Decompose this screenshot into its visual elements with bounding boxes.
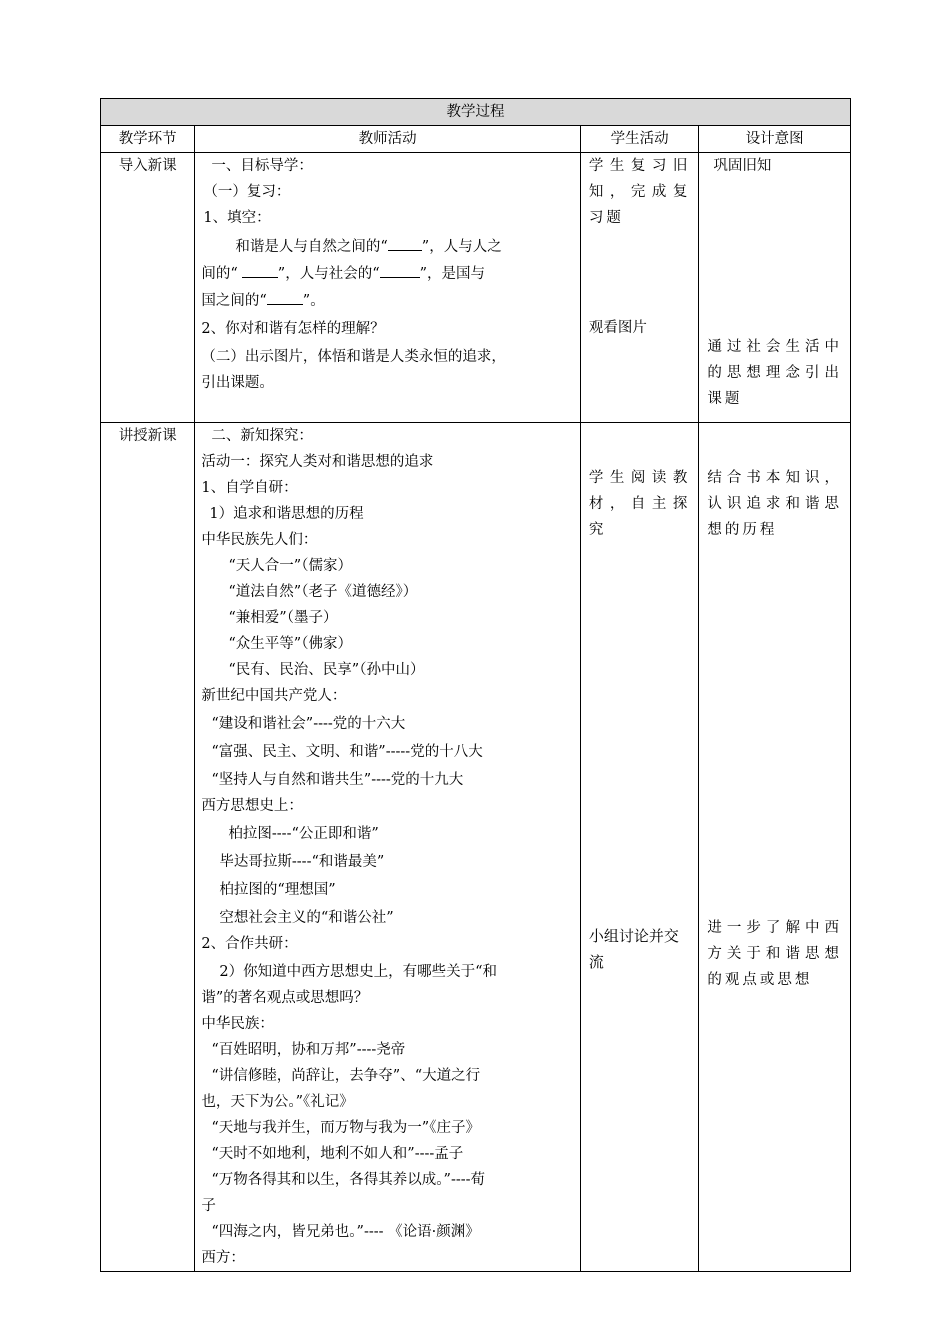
text-line: “天人合一”（儒家） [228,558,352,574]
stage-new-lesson: 讲授新课 [101,423,195,1272]
table-title-row [101,99,851,126]
text-line: 西方思想史上： [201,798,303,814]
text-line: 中华民族先人们： [201,532,318,548]
text-line: “天地与我并生，而万物与我为一”《庄子》 [211,1120,480,1136]
fill-blank-line-1 [201,234,566,260]
text-line: 空想社会主义的“和谐公社” [219,910,394,926]
text-line: “万物各得其和以生，各得其养以成。”----荀 [211,1172,486,1188]
fill-blank-line-3 [201,288,566,314]
text-line: 2、你对和谐有怎样的理解？ [201,321,385,337]
header-stage: 教学环节 [101,126,195,153]
text-line: “坚持人与自然和谐共生”----党的十九大 [211,772,464,788]
design-text: 进一步了解中西方关于和谐思想的观点或思想 [707,920,842,988]
header-design: 设计意图 [699,126,851,153]
text-line: “天时不如地利，地利不如人和”----孟子 [211,1146,464,1162]
teaching-process-table [100,98,851,1272]
text-line: 1、自学自研： [201,480,298,496]
blank-2 [242,262,278,278]
text-line: 子 [201,1198,216,1214]
stage-intro: 导入新课 [101,153,195,423]
text-line: “四海之内，皆兄弟也。”---- 《论语·颜渊》 [211,1224,480,1240]
blank-4 [267,289,303,305]
fill-blank-line-2 [201,261,566,287]
text-line: 中华民族： [201,1016,274,1032]
text-line: “百姓昭明，协和万邦”----尧帝 [211,1042,406,1058]
text-line: “民有、民治、民享”（孙中山） [228,662,425,678]
text-line: 活动一：探究人类对和谐思想的追求 [201,454,434,470]
text-fragment: ”，是国与 [419,266,486,282]
text-line: “道法自然”（老子《道德经》） [228,584,418,600]
design-intent-new [699,423,851,1272]
table-row [101,153,851,423]
text-line: “众生平等”（佛家） [228,636,352,652]
text-line: “建设和谐社会”----党的十六大 [211,716,406,732]
student-text: 观看图片 [588,320,647,336]
text-fragment: 国之间的“ [201,293,267,309]
header-student: 学生活动 [580,126,698,153]
text-fragment: 间的“ [201,266,238,282]
student-text: 学生阅读教材，自主探究 [588,470,691,538]
text-line: 新世纪中国共产党人： [201,688,347,704]
text-line: “讲信修睦，尚辞让，去争夺”、“大道之行 [211,1068,481,1084]
text-fragment: ”，人与社会的“ [277,266,380,282]
text-line: 二、新知探究： [211,428,313,444]
text-line: 西方： [201,1250,245,1266]
text-line: 引出课题。 [201,375,274,391]
text-fragment: ”，人与人之 [421,239,502,255]
text-line: （一）复习： [203,184,291,200]
text-line: “富强、民主、文明、和谐”-----党的十八大 [211,744,483,760]
table-row [101,423,851,1272]
text-line: “兼相爱”（墨子） [228,610,338,626]
text-fragment: 和谐是人与自然之间的“ [235,239,388,255]
blank-3 [380,262,420,278]
text-fragment: ”。 [302,293,325,309]
text-line: 一、目标导学： [211,158,313,174]
design-text: 结合书本知识，认识追求和谐思想的历程 [707,470,842,538]
table-title: 教学过程 [101,99,851,126]
text-line: 1、填空： [203,210,271,226]
blank-1 [388,235,422,251]
teacher-activity-new [195,423,581,1272]
text-line: 柏拉图的“理想国” [219,882,336,898]
design-intent-intro [699,153,851,423]
student-text: 小组讨论并交流 [588,927,679,971]
text-line: （二）出示图片，体悟和谐是人类永恒的追求， [201,349,506,365]
student-activity-new [580,423,698,1272]
header-teacher: 教师活动 [195,126,581,153]
text-line: 2、合作共研： [201,936,298,952]
teacher-activity-intro [195,153,581,423]
text-line: 也，天下为公。”《礼记》 [201,1094,354,1110]
design-text: 巩固旧知 [713,158,772,174]
table-header-row [101,126,851,153]
text-line: 柏拉图----“公正即和谐” [228,826,379,842]
student-text: 学生复习旧知，完成复习题 [588,158,691,226]
text-line: 2）你知道中西方思想史上，有哪些关于“和 [219,964,498,980]
design-text: 通过社会生活中的思想理念引出课题 [707,339,842,407]
text-line: 谐”的著名观点或思想吗？ [201,990,369,1006]
text-line: 毕达哥拉斯----“和谐最美” [219,854,385,870]
student-activity-intro [580,153,698,423]
text-line: 1）追求和谐思想的历程 [209,506,364,522]
